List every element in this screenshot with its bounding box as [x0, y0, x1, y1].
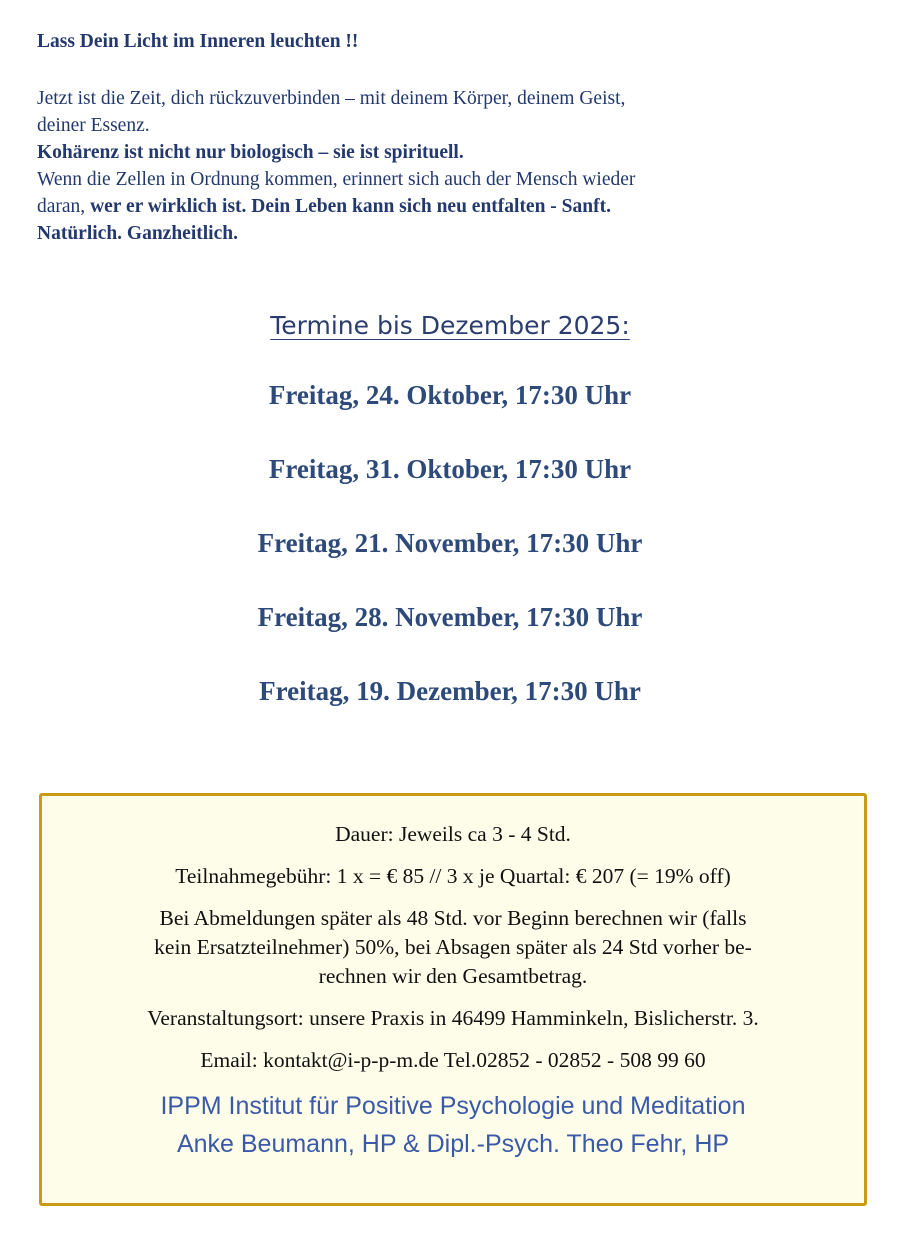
- intro-line: deiner Essenz.: [37, 115, 150, 136]
- termin-date: Freitag, 28. November, 17:30 Uhr: [257, 602, 643, 632]
- intro-body: [37, 85, 857, 247]
- intro-line-bold: wer er wirklich ist. Dein Leben kann sich neu entfalten - Sanft.: [90, 196, 611, 217]
- contact-text: Email: kontakt@i-p-p-m.de Tel.02852 - 02852 - 508 99 60: [200, 1048, 706, 1072]
- termine-list: [0, 375, 900, 745]
- fee-text: Teilnahmegebühr: 1 x = € 85 // 3 x je Quartal: € 207 (= 19% off): [175, 864, 731, 888]
- intro-bold-line: Natürlich. Ganzheitlich.: [37, 223, 238, 244]
- intro-line: Jetzt ist die Zeit, dich rückzuverbinden – mit deinem Körper, deinem Geist,: [37, 88, 626, 109]
- intro-line: Wenn die Zellen in Ordnung kommen, erinnert sich auch der Mensch wieder: [37, 169, 636, 190]
- termin-date: Freitag, 21. November, 17:30 Uhr: [257, 528, 643, 558]
- venue-text: Veranstaltungsort: unsere Praxis in 46499 Hamminkeln, Bislicherstr. 3.: [147, 1006, 759, 1030]
- cancellation-line: rechnen wir den Gesamtbetrag.: [318, 964, 588, 988]
- institute-name: IPPM Institut für Positive Psychologie und Meditation: [160, 1092, 746, 1120]
- cancellation-line: Bei Abmeldungen später als 48 Std. vor Beginn berechnen wir (falls: [159, 906, 747, 930]
- info-box: [39, 793, 867, 1206]
- cancellation-policy: [58, 904, 848, 991]
- termin-date: Freitag, 19. Dezember, 17:30 Uhr: [259, 676, 641, 706]
- institute-persons: Anke Beumann, HP & Dipl.-Psych. Theo Fehr, HP: [176, 1130, 730, 1158]
- termin-date: Freitag, 24. Oktober, 17:30 Uhr: [268, 380, 632, 410]
- intro-bold-line: Kohärenz ist nicht nur biologisch – sie ist spirituell.: [37, 142, 464, 163]
- cancellation-line: kein Ersatzteilnehmer) 50%, bei Absagen später als 24 Std vorher be-: [154, 935, 752, 959]
- duration-text: Dauer: Jeweils ca 3 - 4 Std.: [335, 822, 571, 846]
- intro-mixed-line: [37, 193, 857, 220]
- intro-section: [37, 28, 857, 247]
- intro-line-regular: daran,: [37, 196, 91, 217]
- termin-date: Freitag, 31. Oktober, 17:30 Uhr: [268, 454, 632, 484]
- intro-title: Lass Dein Licht im Inneren leuchten !!: [37, 31, 359, 52]
- termine-heading: Termine bis Dezember 2025:: [270, 311, 630, 340]
